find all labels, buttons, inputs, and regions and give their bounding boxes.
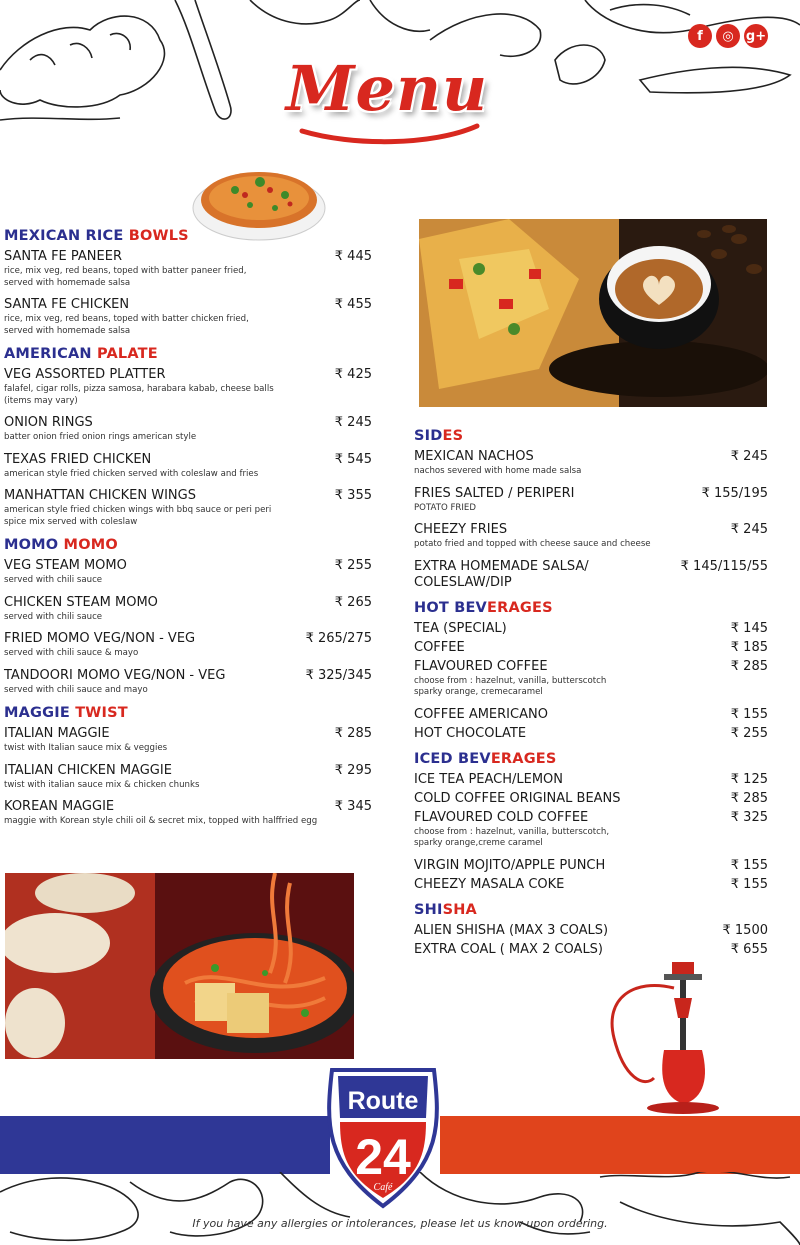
menu-item-price: ₹ 145 [730,620,768,636]
menu-item [4,668,372,697]
menu-item-price: ₹ 185 [730,639,768,655]
menu-item [414,559,768,591]
menu-item-row [4,249,372,265]
menu-item-row [4,367,372,383]
menu-item-row [414,640,768,656]
menu-item-row [4,726,372,742]
menu-section [4,228,372,337]
menu-item-name: ITALIAN MAGGIE [4,726,110,741]
menu-item [414,640,768,656]
section-title-part: ERAGES [486,599,553,616]
google-plus-icon[interactable]: g+ [744,24,768,48]
menu-item-row [414,810,768,826]
shisha-photo [604,958,724,1118]
menu-item-row [414,559,768,591]
menu-item-name: MEXICAN NACHOS [414,449,534,464]
menu-item [4,726,372,755]
menu-item-price: ₹ 325 [730,809,768,825]
menu-item-name: ITALIAN CHICKEN MAGGIE [4,762,172,778]
menu-item [414,522,768,551]
menu-item [4,297,372,337]
footer-band-orange [440,1116,800,1174]
section-title-part: ICED BEV [414,750,491,767]
menu-item-row [414,923,768,939]
menu-right-column [414,428,768,967]
menu-item-description: twist with italian sauce mix & chicken chunks [4,779,200,790]
menu-item-row [4,595,372,611]
menu-item-description: served with chili sauce & mayo [4,648,139,658]
menu-item-row [4,668,372,684]
menu-item-price: ₹ 295 [334,762,372,778]
menu-item-price: ₹ 155/195 [701,485,768,501]
menu-item-row [414,621,768,637]
menu-item-description: POTATO FRIED [414,502,476,513]
menu-item-price: ₹ 285 [334,726,372,741]
section-title-part: SHA [442,901,477,918]
menu-item-name: EXTRA HOMEMADE SALSA/ COLESLAW/DIP [414,558,589,590]
menu-item-description: rice, mix veg, red beans, toped with batter chicken fried, served with homemade salsa [4,314,249,336]
menu-section [414,428,768,591]
menu-item-row [4,558,372,574]
logo-route-text: Route [347,1087,419,1115]
section-title-part: ERAGES [490,750,557,767]
menu-item-name: CHICKEN STEAM MOMO [4,594,158,610]
menu-item-price: ₹ 285 [730,658,768,674]
menu-item-name: KOREAN MAGGIE [4,799,115,814]
section-title-part: AMERICAN [4,346,92,362]
menu-item-row [414,522,768,538]
momo-noodles-photo [5,873,354,1059]
menu-item-price: ₹ 155 [730,706,768,722]
section-title-part: SHI [414,901,443,918]
menu-item-row [4,415,372,431]
menu-item-name: ALIEN SHISHA (MAX 3 COALS) [414,922,609,938]
menu-item-price: ₹ 325/345 [305,667,372,683]
menu-item [414,486,768,515]
menu-item-row [414,707,768,723]
menu-title [262,46,512,156]
menu-item-price: ₹ 145/115/55 [680,558,768,574]
menu-item-price: ₹ 285 [730,790,768,806]
menu-item-price: ₹ 425 [334,367,372,382]
menu-item-name: COFFEE AMERICANO [414,706,548,722]
logo-24-text: 24 [355,1129,411,1185]
menu-item-description: rice, mix veg, red beans, toped with batter paneer fried, served with homemade salsa [4,266,247,288]
menu-item [4,488,372,528]
menu-item-row [414,858,768,874]
menu-item [414,810,768,850]
menu-item-price: ₹ 245 [334,415,372,430]
allergy-notice: If you have any allergies or intolerances, please let us know upon ordering. [192,1217,608,1230]
section-title-part: HOT BEV [414,599,487,616]
menu-item-name: CHEEZY MASALA COKE [414,876,565,892]
menu-item-description: batter onion fried onion rings american style [4,432,197,442]
menu-item-row [414,449,768,465]
menu-item-price: ₹ 655 [730,941,768,957]
vegetable-doodle-footer [0,1172,800,1245]
section-title-part: MEXICAN RICE [4,228,124,244]
section-title [4,346,372,362]
section-title-part: ES [442,428,464,444]
menu-item-row [414,772,768,788]
menu-item-price: ₹ 155 [730,876,768,892]
menu-item-description: american style fried chicken wings with bbq sauce or peri peri spice mix served with coleslaw [4,505,272,527]
menu-item-name: TANDOORI MOMO VEG/NON - VEG [4,667,226,683]
menu-section [4,705,372,828]
menu-item-name: COLD COFFEE ORIGINAL BEANS [414,790,621,806]
menu-item [414,726,768,742]
section-title [414,600,768,616]
menu-item [414,772,768,788]
menu-item [414,877,768,893]
menu-item-row [4,452,372,468]
menu-item-description: choose from : hazelnut, vanilla, butterscotch, sparky orange,creme caramel [414,826,610,848]
menu-item-name: FRIES SALTED / PERIPERI [414,485,575,501]
menu-item [414,621,768,637]
menu-item-price: ₹ 245 [730,522,768,537]
menu-item-description: nachos severed with home made salsa [414,466,582,476]
menu-left-column [4,228,372,837]
section-title [4,705,372,721]
menu-item [4,249,372,289]
menu-item-description: served with chili sauce [4,575,103,585]
section-title-part: BOWLS [123,228,189,244]
menu-item [4,631,372,660]
facebook-icon[interactable]: f [688,24,712,48]
menu-item-name: TEXAS FRIED CHICKEN [4,451,152,467]
menu-item-row [414,877,768,893]
menu-item-price: ₹ 245 [730,449,768,464]
section-title-part: MOMO [58,537,118,553]
menu-item-name: FLAVOURED COLD COFFEE [414,809,589,825]
menu-section [414,600,768,742]
menu-item-name: MANHATTAN CHICKEN WINGS [4,488,196,503]
menu-item-row [4,763,372,779]
menu-item-name: VEG ASSORTED PLATTER [4,367,166,382]
menu-item-row [414,942,768,958]
menu-item-price: ₹ 355 [334,488,372,503]
section-title [414,902,768,918]
menu-item-name: TEA (SPECIAL) [414,620,507,636]
menu-item [414,923,768,939]
menu-item-price: ₹ 545 [334,451,372,467]
menu-item-price: ₹ 255 [334,558,372,573]
menu-item-description: twist with Italian sauce mix & veggies [4,743,168,753]
menu-item-row [414,659,768,675]
menu-item [414,791,768,807]
menu-item-price: ₹ 345 [334,799,372,814]
menu-item [4,558,372,587]
menu-item-price: ₹ 445 [334,249,372,264]
menu-item-row [4,799,372,815]
menu-item-price: ₹ 455 [334,297,372,312]
menu-section [4,346,372,528]
section-title [4,537,372,553]
footer-band-blue [0,1116,330,1174]
section-title [414,428,768,444]
menu-item [4,452,372,481]
menu-item [414,449,768,478]
menu-section [414,751,768,893]
menu-item-name: FLAVOURED COFFEE [414,658,548,674]
section-title-part: TWIST [69,705,128,721]
menu-item-row [414,486,768,502]
menu-item [4,595,372,624]
menu-item-price: ₹ 125 [730,771,768,787]
menu-item-description: american style fried chicken served with coleslaw and fries [4,468,259,479]
menu-item-price: ₹ 155 [730,857,768,873]
menu-item-row [4,297,372,313]
menu-item [4,415,372,444]
menu-item-name: EXTRA COAL ( MAX 2 COALS) [414,941,604,957]
menu-item-name: CHEEZY FRIES [414,522,508,537]
menu-item-price: ₹ 265/275 [305,631,372,646]
menu-item-row [414,791,768,807]
section-title [414,751,768,767]
menu-item [414,707,768,723]
instagram-icon[interactable]: ◎ [716,24,740,48]
menu-item [414,858,768,874]
menu-item-description: choose from : hazelnut, vanilla, butterscotch sparky orange, cremecaramel [414,675,607,697]
menu-item [414,659,768,699]
menu-item-row [414,726,768,742]
nachos-coffee-photo [419,219,767,407]
menu-item-description: falafel, cigar rolls, pizza samosa, harabara kabab, cheese balls (items may vary) [4,384,274,406]
menu-item-price: ₹ 255 [730,725,768,741]
menu-section [414,902,768,958]
menu-item [4,367,372,407]
menu-item-name: SANTA FE CHICKEN [4,297,130,312]
menu-item-row [4,631,372,647]
menu-item-name: HOT CHOCOLATE [414,725,527,741]
menu-item-description: potato fried and topped with cheese sauce and cheese [414,539,651,549]
menu-item-price: ₹ 1500 [722,922,768,938]
menu-item-price: ₹ 265 [334,594,372,610]
menu-item-row [4,488,372,504]
section-title-part: PALATE [91,346,158,362]
menu-item-name: VEG STEAM MOMO [4,558,127,573]
menu-item-name: ONION RINGS [4,415,93,430]
section-title-part: MOMO [4,537,59,553]
section-title-part: SID [414,428,443,444]
menu-item-description: served with chili sauce [4,611,103,622]
logo-cafe-text: Café [373,1182,393,1193]
menu-item-name: ICE TEA PEACH/LEMON [414,771,564,787]
menu-item-name: COFFEE [414,639,465,655]
social-links [688,24,768,48]
menu-item [414,942,768,958]
menu-item [4,763,372,792]
menu-item-name: FRIED MOMO VEG/NON - VEG [4,631,196,646]
page-title: Menu [285,52,489,125]
menu-item-description: maggie with Korean style chili oil & secret mix, topped with halffried egg [4,816,318,826]
menu-item-description: served with chili sauce and mayo [4,684,148,695]
menu-item-name: SANTA FE PANEER [4,249,122,264]
menu-item-name: VIRGIN MOJITO/APPLE PUNCH [414,857,606,873]
section-title [4,228,372,244]
menu-section [4,537,372,696]
menu-item [4,799,372,828]
section-title-part: MAGGIE [4,705,70,721]
